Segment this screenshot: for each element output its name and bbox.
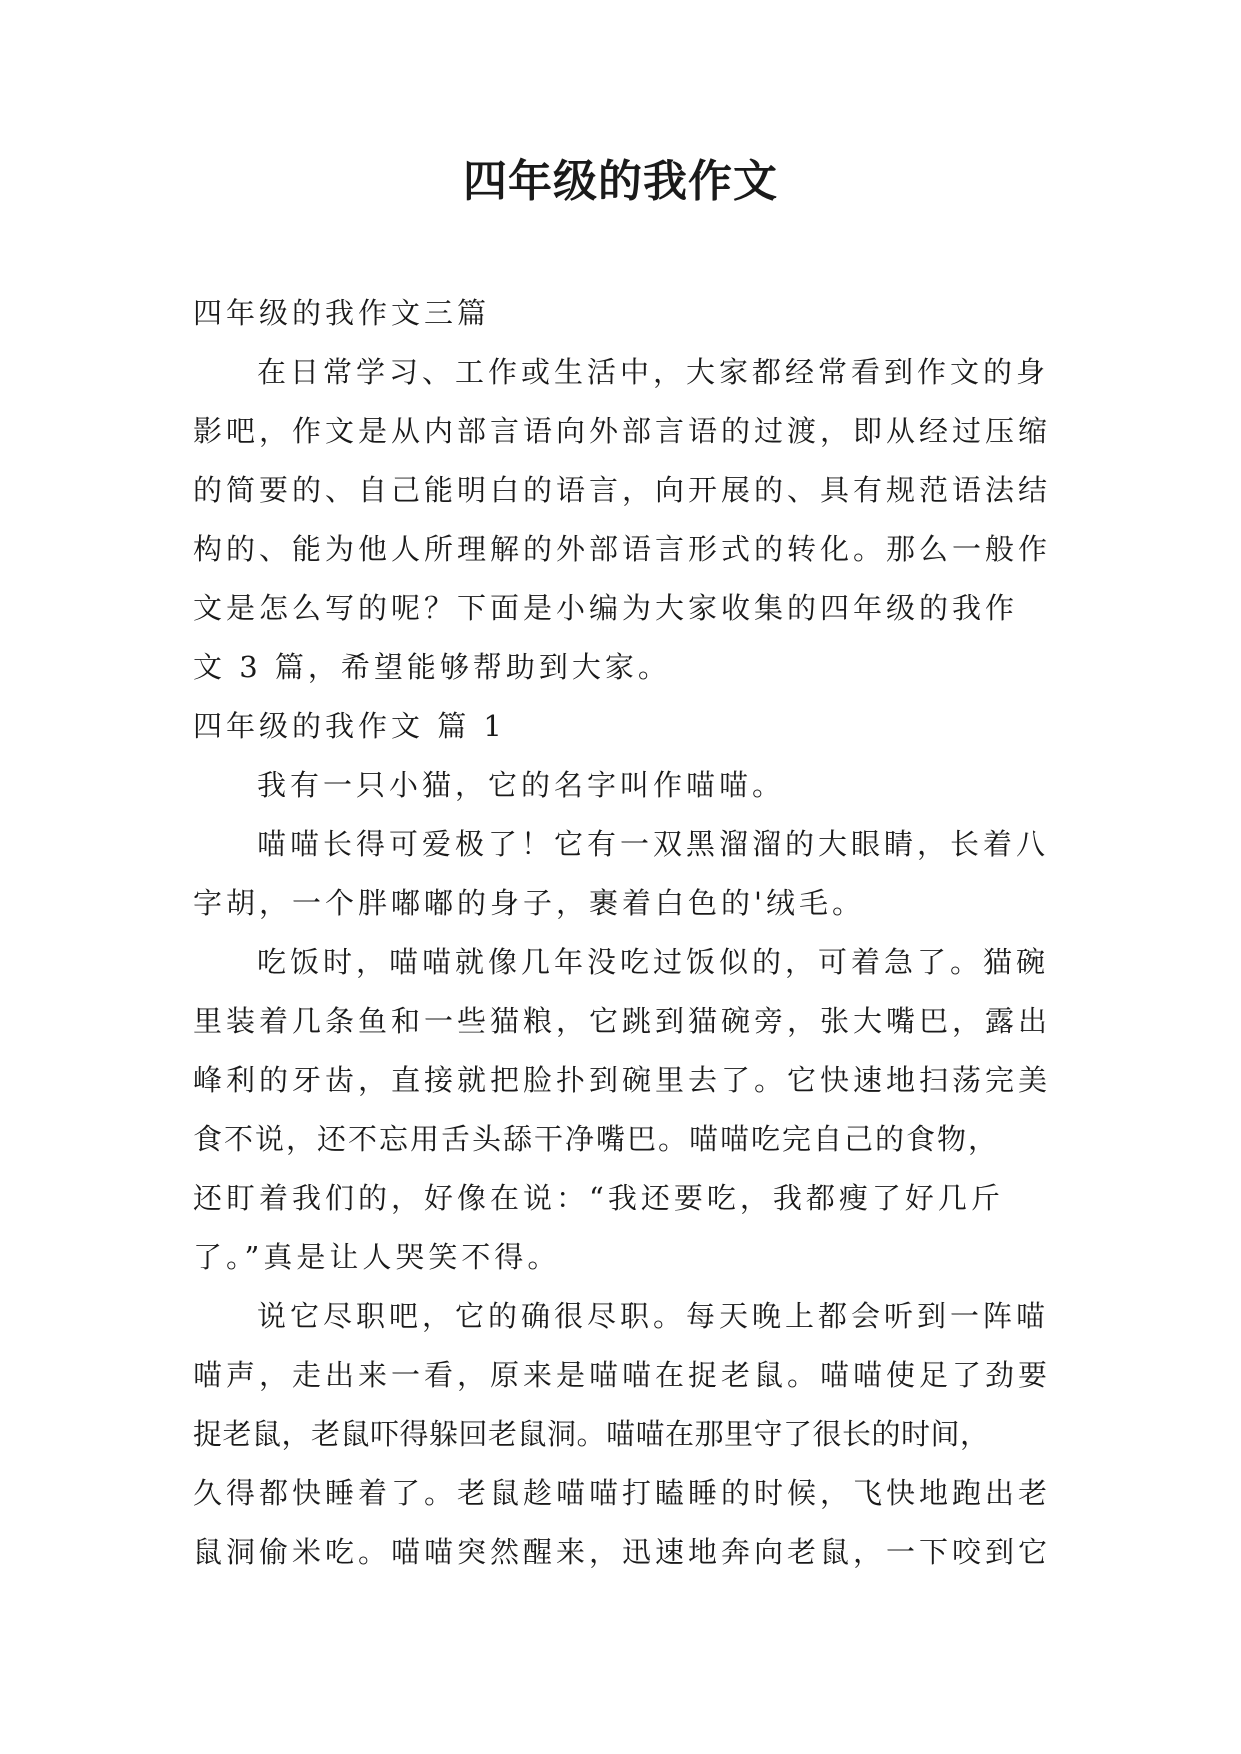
paragraph-line: 影吧，作文是从内部言语向外部言语的过渡，即从经过压缩 — [193, 414, 1052, 448]
paragraph-line: 吃饭时，喵喵就像几年没吃过饭似的，可着急了。猫碗 — [257, 945, 1050, 979]
paragraph-line: 构的、能为他人所理解的外部语言形式的转化。那么一般作 — [193, 532, 1052, 566]
paragraph-line: 说它尽职吧，它的确很尽职。每天晚上都会听到一阵喵 — [257, 1299, 1050, 1333]
paragraph-line: 我有一只小猫，它的名字叫作喵喵。 — [257, 768, 786, 802]
paragraph-line: 文 3 篇，希望能够帮助到大家。 — [193, 650, 671, 684]
paragraph-line: 峰利的牙齿，直接就把脸扑到碗里去了。它快速地扫荡完美 — [193, 1063, 1052, 1097]
section-heading: 四年级的我作文 篇 1 — [193, 709, 506, 743]
paragraph-line: 的简要的、自己能明白的语言，向开展的、具有规范语法结 — [193, 473, 1052, 507]
section-heading: 四年级的我作文三篇 — [193, 296, 491, 330]
paragraph-line: 喵声，走出来一看，原来是喵喵在捉老鼠。喵喵使足了劲要 — [193, 1358, 1052, 1392]
paragraph-line: 食不说，还不忘用舌头舔干净嘴巴。喵喵吃完自己的食物， — [193, 1122, 1000, 1156]
paragraph-line: 里装着几条鱼和一些猫粮，它跳到猫碗旁，张大嘴巴，露出 — [193, 1004, 1052, 1038]
paragraph-line: 喵喵长得可爱极了！它有一双黑溜溜的大眼睛，长着八 — [257, 827, 1050, 861]
paragraph-line: 文是怎么写的呢？下面是小编为大家收集的四年级的我作 — [193, 591, 1019, 625]
paragraph-line: 字胡，一个胖嘟嘟的身子，裹着白色的'绒毛。 — [193, 886, 865, 920]
paragraph-line: 捉老鼠，老鼠吓得躲回老鼠洞。喵喵在那里守了很长的时间， — [193, 1417, 990, 1451]
paragraph-line: 还盯着我们的，好像在说：“我还要吃，我都瘦了好几斤 — [193, 1181, 1004, 1215]
paragraph-line: 鼠洞偷米吃。喵喵突然醒来，迅速地奔向老鼠，一下咬到它 — [193, 1535, 1052, 1569]
document-body — [193, 284, 1055, 1582]
paragraph-line: 了。”真是让人哭笑不得。 — [193, 1240, 561, 1274]
document-title: 四年级的我作文 — [463, 156, 778, 207]
paragraph-line: 在日常学习、工作或生活中，大家都经常看到作文的身 — [257, 355, 1050, 389]
paragraph-line: 久得都快睡着了。老鼠趁喵喵打瞌睡的时候，飞快地跑出老 — [193, 1476, 1052, 1510]
